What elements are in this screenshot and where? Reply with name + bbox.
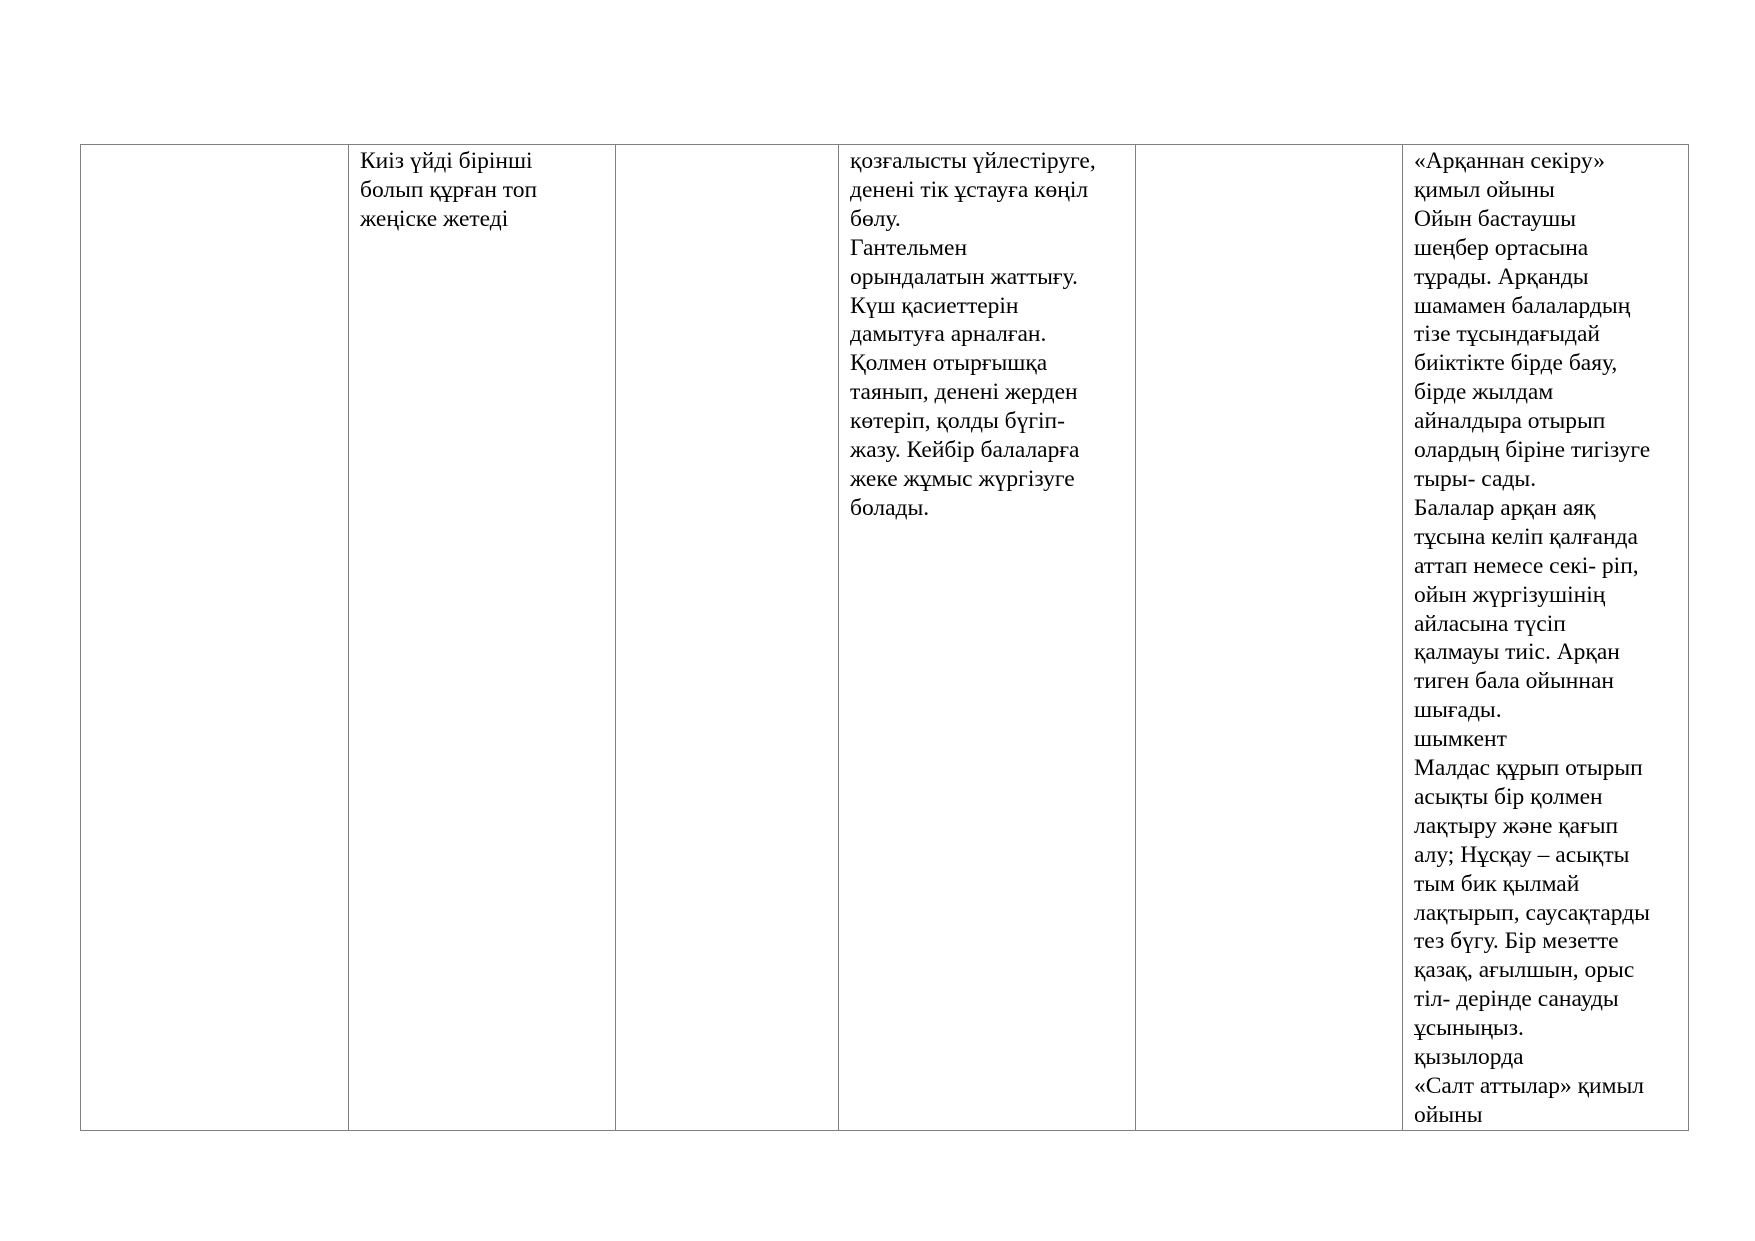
table-cell-col3 <box>616 145 839 1131</box>
table-cell-col1 <box>81 145 349 1131</box>
text-line: болады. <box>850 494 930 521</box>
text-line: денені тік ұстауға көңіл <box>850 176 1089 203</box>
text-line: тіл- дерінде санауды <box>1414 986 1619 1013</box>
text-line: асықты бір қолмен <box>1414 783 1603 810</box>
text-line: тұсына келіп қалғанда <box>1414 523 1638 550</box>
text-line: тым бик қылмай <box>1414 870 1580 897</box>
text-line: шығады. <box>1414 697 1502 724</box>
text-line: тез бүгу. Бір мезетте <box>1414 928 1619 955</box>
text-line: қалмауы тиіс. Арқан <box>1414 639 1620 666</box>
text-line: Малдас құрып отырып <box>1414 755 1643 782</box>
text-line: қазақ, ағылшын, орыс <box>1414 957 1635 984</box>
text-line: Қолмен отырғышқа <box>850 350 1048 377</box>
text-line: бөлу. <box>850 205 901 232</box>
text-line: шеңбер ортасына <box>1414 234 1589 261</box>
text-line: тізе тұсындағыдай <box>1414 321 1600 348</box>
text-line: «Салт аттылар» қимыл <box>1414 1073 1644 1099</box>
text-line: ұсыныңыз. <box>1414 1015 1524 1042</box>
text-line: тұрады. Арқанды <box>1414 263 1589 290</box>
text-line: жеңіске жетеді <box>360 205 509 232</box>
text-line: алу; Нұсқау – асықты <box>1414 841 1630 868</box>
text-line: болып құрған топ <box>360 176 538 203</box>
table-cell-col5 <box>1136 145 1403 1131</box>
text-line: тыры- сады. <box>1414 465 1537 492</box>
text-line: Күш қасиеттерін <box>850 292 1019 319</box>
text-line: жеке жұмыс жүргізуге <box>850 465 1075 492</box>
table-cell-col6 <box>1403 145 1689 1131</box>
table-row <box>81 145 1689 1131</box>
text-line: көтеріп, қолды бүгіп- <box>850 408 1065 435</box>
lesson-plan-table <box>80 144 1689 1131</box>
text-line: бірде жылдам <box>1414 379 1554 406</box>
text-line: шымкент <box>1414 726 1507 753</box>
text-line: айналдыра отырып <box>1414 408 1606 435</box>
text-line: лақтырып, саусақтарды <box>1414 899 1650 926</box>
text-line: Ойын бастаушы <box>1414 205 1577 232</box>
text-line: қимыл ойыны <box>1414 176 1555 203</box>
cell-col4-text <box>850 147 1124 523</box>
table-cell-col4 <box>839 145 1136 1131</box>
text-line: шамамен балалардың <box>1414 292 1631 319</box>
text-line: таянып, денені жерден <box>850 379 1078 406</box>
text-line: ойын жүргізушінің <box>1414 581 1606 608</box>
text-line: ойыны <box>1414 1101 1483 1128</box>
text-line: «Арқаннан секіру» <box>1414 148 1605 174</box>
text-line: қозғалысты үйлестіруге, <box>850 148 1096 174</box>
text-line: лақтыру және қағып <box>1414 812 1619 839</box>
text-line: тиген бала ойыннан <box>1414 668 1614 695</box>
text-line: олардың біріне тигізуге <box>1414 437 1651 464</box>
cell-col2-text <box>360 147 604 234</box>
text-line: Киіз үйді бірінші <box>360 148 533 174</box>
text-line: Гантельмен <box>850 234 968 261</box>
cell-col6-text <box>1414 147 1677 1130</box>
table-cell-col2 <box>349 145 616 1131</box>
text-line: дамытуға арналған. <box>850 321 1047 348</box>
text-line: Балалар арқан аяқ <box>1414 494 1596 521</box>
text-line: биіктікте бірде баяу, <box>1414 350 1618 377</box>
text-line: айласына түсіп <box>1414 610 1566 637</box>
text-line: қызылорда <box>1414 1044 1524 1071</box>
text-line: орындалатын жаттығу. <box>850 263 1078 290</box>
text-line: жазу. Кейбір балаларға <box>850 437 1080 464</box>
text-line: аттап немесе секі- ріп, <box>1414 552 1639 579</box>
